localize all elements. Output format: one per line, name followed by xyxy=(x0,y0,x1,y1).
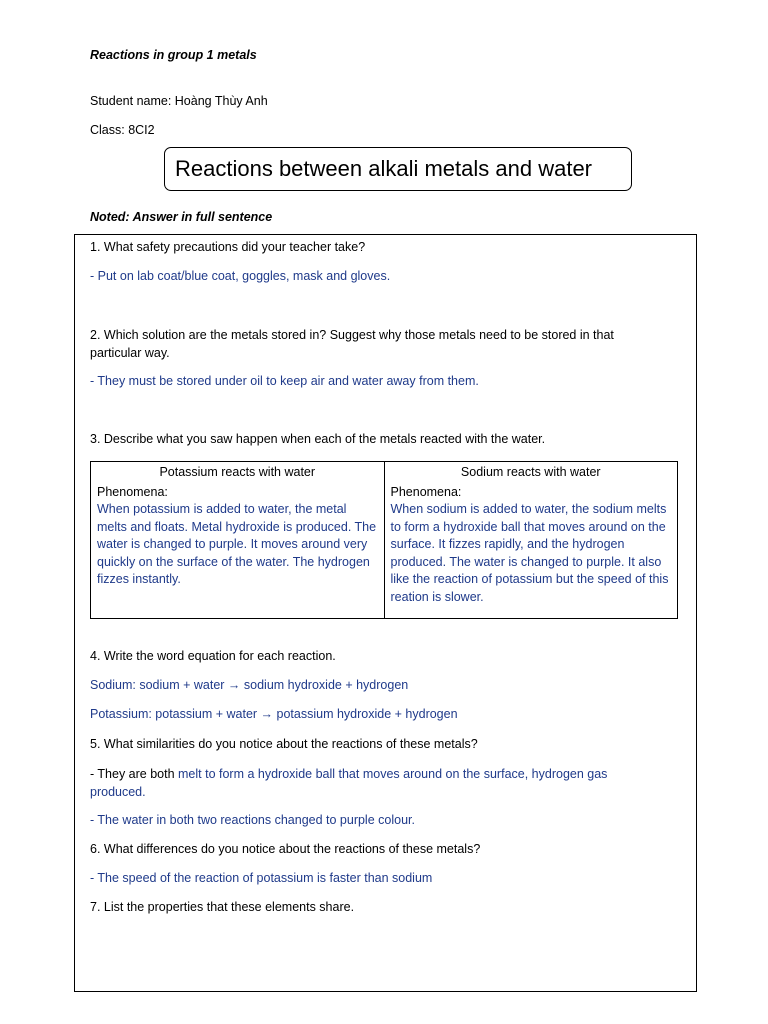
potassium-cell xyxy=(91,482,385,619)
phenomena-label: Phenomena: xyxy=(390,484,462,499)
answer-2: - They must be stored under oil to keep air and water away from them. xyxy=(90,374,479,388)
note-instruction: Noted: Answer in full sentence xyxy=(90,210,273,224)
answer-1: - Put on lab coat/blue coat, goggles, mask and gloves. xyxy=(90,269,391,283)
question-2: 2. Which solution are the metals stored in? Suggest why those metals need to be stored in that particular way. xyxy=(90,328,614,360)
question-3: 3. Describe what you saw happen when each of the metals reacted with the water. xyxy=(90,432,546,446)
heading-box xyxy=(164,147,632,191)
question-6: 6. What differences do you notice about the reactions of these metals? xyxy=(90,842,481,856)
document-title: Reactions in group 1 metals xyxy=(90,48,257,62)
sodium-cell xyxy=(384,482,678,619)
question-5: 5. What similarities do you notice about the reactions of these metals? xyxy=(90,737,478,751)
sodium-observation: When sodium is added to water, the sodium melts to form a hydroxide ball that moves around on the surface. It fizzes rapidly, and the hydrogen produced. The water is changed to purple. It also like the reaction of potassium but the speed of this reation is slower. xyxy=(390,502,669,604)
question-4: 4. Write the word equation for each reaction. xyxy=(90,649,336,663)
answer-6: - The speed of the reaction of potassium is faster than sodium xyxy=(90,871,433,885)
answer-5-similarity xyxy=(90,765,635,801)
potassium-observation: When potassium is added to water, the metal melts and floats. Metal hydroxide is produced. The water is changed to purple. It moves around very quickly on the surface of the water. The hydrogen fizzes instantly. xyxy=(97,502,377,586)
student-name: Student name: Hoàng Thùy Anh xyxy=(90,94,268,108)
table-header-potassium: Potassium reacts with water xyxy=(91,462,385,482)
table-header-sodium: Sodium reacts with water xyxy=(384,462,678,482)
answer-5-second: - The water in both two reactions changed to purple colour. xyxy=(90,813,415,827)
page-heading: Reactions between alkali metals and water xyxy=(175,156,593,181)
phenomena-label: Phenomena: xyxy=(97,484,168,499)
answer-5-text: melt to form a hydroxide ball that moves around on the surface, hydrogen gas produced. xyxy=(90,767,608,799)
question-7: 7. List the properties that these elements share. xyxy=(90,900,355,914)
observation-table xyxy=(90,461,678,619)
class-name: Class: 8CI2 xyxy=(90,123,155,137)
answer-4-sodium: Sodium: sodium + water → sodium hydroxide + hydrogen xyxy=(90,678,409,692)
answer-4-potassium: Potassium: potassium + water → potassium hydroxide + hydrogen xyxy=(90,707,458,721)
question-1: 1. What safety precautions did your teacher take? xyxy=(90,240,366,254)
answer-5-prefix: - They are both xyxy=(90,767,179,781)
